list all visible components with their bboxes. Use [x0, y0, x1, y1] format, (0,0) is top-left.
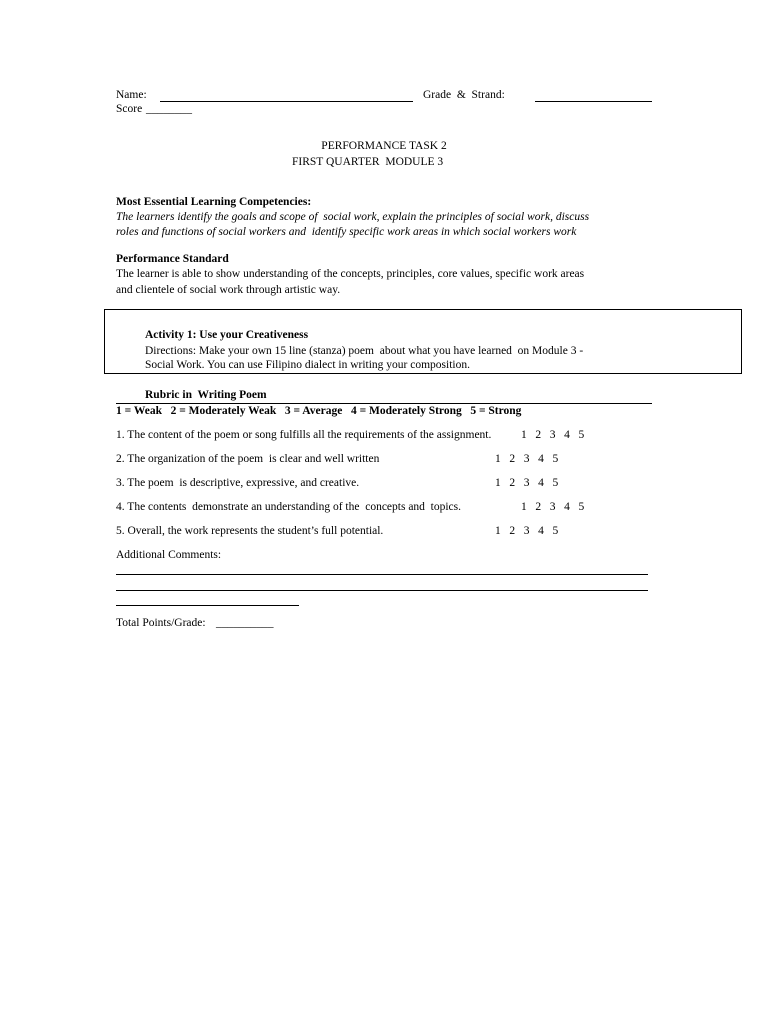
rubric-scale: 1 = Weak 2 = Moderately Weak 3 = Average 4 = Moderately Strong 5 = Strong — [116, 405, 522, 417]
total-field[interactable]: __________ — [216, 617, 274, 629]
activity-heading: Activity 1: Use your Creativeness — [145, 329, 309, 341]
name-label: Name: — [116, 89, 147, 101]
rubric-item-1: 1. The content of the poem or song fulfills all the requirements of the assignment. — [116, 429, 492, 441]
activity-directions-line-1: Directions: Make your own 15 line (stanza) poem about what you have learned on Module 3 - — [145, 345, 584, 357]
rubric-item-3-scores[interactable]: 1 2 3 4 5 — [495, 477, 559, 489]
page-title: PERFORMANCE TASK 2 — [321, 140, 447, 152]
standard-line-2: and clientele of social work through artistic way. — [116, 284, 341, 296]
comments-line-3[interactable] — [116, 605, 299, 606]
competencies-heading: Most Essential Learning Competencies: — [116, 196, 312, 208]
score-field[interactable]: ________ — [146, 103, 192, 115]
rubric-item-5-scores[interactable]: 1 2 3 4 5 — [495, 525, 559, 537]
rubric-item-4-scores[interactable]: 1 2 3 4 5 — [521, 501, 585, 513]
rubric-item-4: 4. The contents demonstrate an understanding of the concepts and topics. — [116, 501, 462, 513]
competencies-line-2: roles and functions of social workers and identify specific work areas in which social workers work — [116, 226, 577, 238]
grade-strand-field[interactable] — [535, 90, 652, 102]
comments-line-1[interactable] — [116, 574, 648, 575]
rubric-item-2-scores[interactable]: 1 2 3 4 5 — [495, 453, 559, 465]
activity-directions-line-2: Social Work. You can use Filipino dialect in writing your composition. — [145, 359, 470, 371]
total-label: Total Points/Grade: — [116, 617, 206, 629]
competencies-line-1: The learners identify the goals and scope of social work, explain the principles of social work, discuss — [116, 211, 590, 223]
standard-line-1: The learner is able to show understanding of the concepts, principles, core values, specific work areas — [116, 268, 585, 280]
rubric-item-2: 2. The organization of the poem is clear and well written — [116, 453, 380, 465]
score-label: Score — [116, 103, 143, 115]
comments-line-2[interactable] — [116, 590, 648, 591]
grade-strand-label: Grade & Strand: — [423, 89, 505, 101]
rubric-item-3: 3. The poem is descriptive, expressive, and creative. — [116, 477, 360, 489]
rubric-item-1-scores[interactable]: 1 2 3 4 5 — [521, 429, 585, 441]
page-subtitle: FIRST QUARTER MODULE 3 — [292, 156, 444, 168]
comments-label: Additional Comments: — [116, 549, 222, 561]
standard-heading: Performance Standard — [116, 253, 229, 265]
rubric-heading: Rubric in Writing Poem — [145, 389, 267, 401]
name-field[interactable] — [160, 90, 413, 102]
rubric-item-5: 5. Overall, the work represents the student’s full potential. — [116, 525, 384, 537]
